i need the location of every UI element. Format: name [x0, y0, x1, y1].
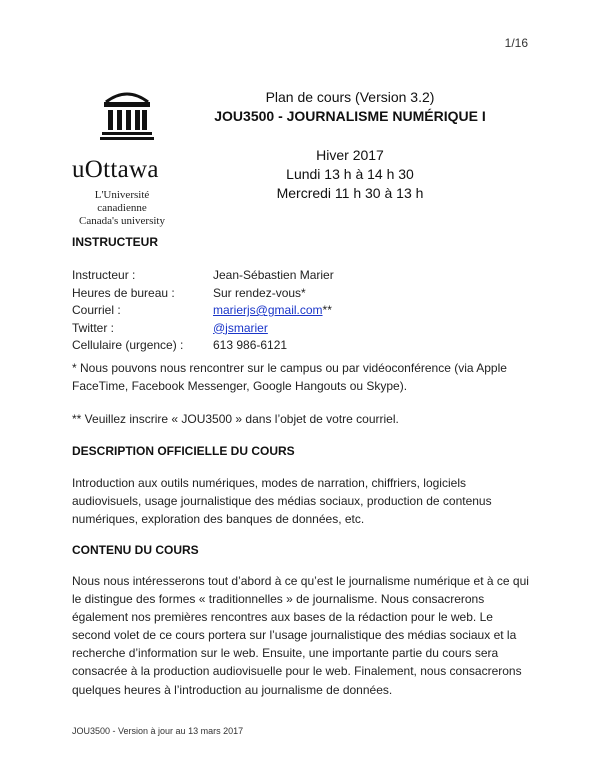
term: Hiver 2017 — [316, 147, 384, 163]
schedule-block — [200, 146, 500, 203]
email-link[interactable]: marierjs@gmail.com — [213, 303, 323, 317]
university-building-icon — [98, 82, 156, 142]
schedule-monday: Lundi 13 h à 14 h 30 — [286, 166, 414, 182]
description-text: Introduction aux outils numériques, modes de narration, chiffriers, logiciels audiovisuels, usage journalistique des médias sociaux, production de contenus numériques, exploration des banques de données, etc. — [72, 476, 492, 526]
email-row: Courriel : marierjs@gmail.com** — [72, 303, 332, 317]
content-text: Nous nous intéresserons tout d’abord à ce qu’est le journalisme numérique et à ce qui le distingue des formes « traditionnelles » de journalisme. Nous consacrerons également nos premières rencontres aux bases de la rédaction pour le web. Le second volet de ce cours portera sur l’usage journalistique des médias sociaux et la recherche d’information sur le web. Ensuite, une importante partie du cours sera consacrée à la production audiovisuelle pour le web. Finalement, nous consacrerons quelques heures à l’introduction au journalisme de données. — [72, 574, 529, 697]
instructor-info — [72, 267, 334, 355]
schedule-wednesday: Mercredi 11 h 30 à 13 h — [276, 185, 424, 201]
page-number: 1/16 — [504, 36, 528, 50]
footer: JOU3500 - Version à jour au 13 mars 2017 — [72, 726, 244, 736]
content-heading: CONTENU DU COURS — [72, 543, 199, 557]
office-hours-row: Heures de bureau : Sur rendez-vous* — [72, 285, 306, 300]
meeting-note: * Nous pouvons nous rencontrer sur le campus ou par vidéoconférence (via Apple FaceTime, Facebook Messenger, Google Hangouts ou Skype). — [72, 361, 507, 393]
logo-tagline: L'Université canadienne Canada's university — [79, 189, 165, 227]
phone-row: Cellulaire (urgence) : 613 986-6121 — [72, 338, 288, 352]
instructor-heading: INSTRUCTEUR — [72, 235, 158, 249]
plan-version: Plan de cours (Version 3.2) — [265, 89, 435, 105]
description-heading: DESCRIPTION OFFICIELLE DU COURS — [72, 444, 295, 458]
instructor-row: Instructeur : Jean-Sébastien Marier — [72, 268, 334, 282]
course-title: JOU3500 - JOURNALISME NUMÉRIQUE I — [214, 108, 486, 124]
course-title-block — [200, 88, 500, 126]
university-logo — [72, 82, 182, 228]
twitter-row: Twitter : @jsmarier — [72, 320, 334, 338]
logo-wordmark: uOttawa — [72, 156, 159, 183]
twitter-link[interactable]: @jsmarier — [213, 320, 268, 335]
email-subject-note: ** Veuillez inscrire « JOU3500 » dans l’objet de votre courriel. — [72, 412, 399, 426]
